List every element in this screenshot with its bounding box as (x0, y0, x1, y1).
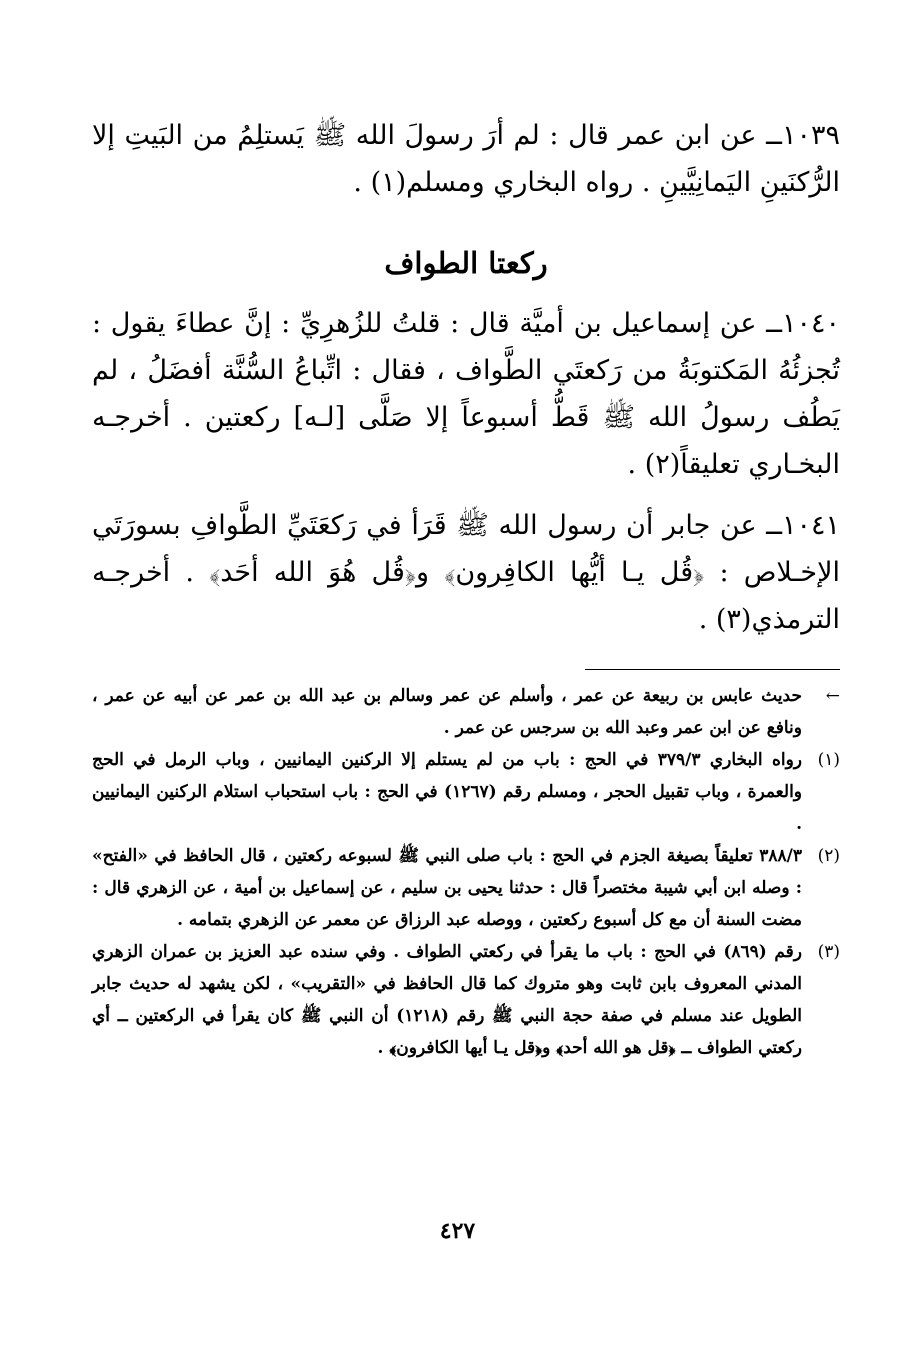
hadith-1041: ١٠٤١ــ عن جابر أن رسول الله ﷺ قَرَأ في رَكعَتَيِّ الطَّوافِ بسورَتَي الإخـلاص : ﴿قُل يـا أيُّها الكافِرون﴾ و﴿قُل هُوَ الله أحَد﴾ . أخرجـه الترمذي(٣) . (92, 510, 840, 635)
footnote-text: رقم (٨٦٩) في الحج : باب ما يقرأ في ركعتي الطواف . وفي سنده عبد العزيز بن عمران الزهري المدني المعروف بابن ثابت وهو متروك كما قال الحافظ في «التقريب» ، لكن يشهد له حديث جابر الطويل عند مسلم في صفة حجة النبي ﷺ رقم (١٢١٨) أن النبي ﷺ كان يقرأ في الركعتين ــ أي ركعتي الطواف ــ ﴿قل هو الله أحد﴾ و﴿قل يـا أيها الكافرون﴾ . (92, 942, 802, 1058)
footnote-marker: (٣) (817, 942, 840, 962)
section-title: ركعتا الطواف (384, 246, 548, 280)
page-number: ٤٢٧ (439, 1218, 476, 1244)
continuation-arrow-icon: ← (825, 686, 840, 706)
footnote-continuation (92, 680, 840, 744)
footnote-separator (585, 669, 840, 670)
footnote-marker: (٢) (817, 846, 840, 866)
footnote-text: حديث عابس بن ربيعة عن عمر ، وأسلم عن عمر وسالم بن عبد الله بن عمر عن أبيه عن عمر ، ونافع عن ابن عمر وعبد الله بن سرجس عن عمر . (92, 686, 802, 738)
footnote-marker: (١) (817, 750, 840, 770)
footnote-2 (92, 840, 840, 936)
hadith-1040: ١٠٤٠ــ عن إسماعيل بن أميَّة قال : قلتُ للزُهرِيِّ : إنَّ عطاءَ يقول : تُجزئُهُ المَكتوبَةُ من رَكعتَي الطَّواف ، فقال : اتِّباعُ السُّنَّة أفضَلُ ، لم يَطُف رسولُ الله ﷺ قَطُّ أسبوعاً إلا صَلَّى [لـه] ركعتين . أخرجـه البخـاري تعليقاً(٢) . (92, 308, 840, 480)
footnote-text: رواه البخاري ٣٧٩/٣ في الحج : باب من لم يستلم إلا الركنين اليمانيين ، وباب الرمل في الحج والعمرة ، وباب تقبيل الحجر ، ومسلم رقم (١٢٦٧) في الحج : باب استحباب استلام الركنين اليمانيين . (92, 750, 802, 834)
footnote-1 (92, 744, 840, 840)
footnote-3 (92, 936, 840, 1064)
paragraph-gap (92, 488, 840, 502)
hadith-1039: ١٠٣٩ــ عن ابن عمر قال : لم أرَ رسولَ الله ﷺ يَستلِمُ من البَيتِ إلا الرُّكنَينِ اليَمانِيَّينِ . رواه البخاري ومسلم(١) . (92, 120, 840, 198)
footnote-text: ٣٨٨/٣ تعليقاً بصيغة الجزم في الحج : باب صلى النبي ﷺ لسبوعه ركعتين ، قال الحافظ في «الفتح» : وصله ابن أبي شيبة مختصراً قال : حدثنا يحيى بن سليم ، عن إسماعيل بن أمية ، عن الزهري قال : مضت السنة أن مع كل أسبوع ركعتين ، ووصله عبد الرزاق عن معمر عن الزهري بتمامه . (92, 846, 802, 930)
